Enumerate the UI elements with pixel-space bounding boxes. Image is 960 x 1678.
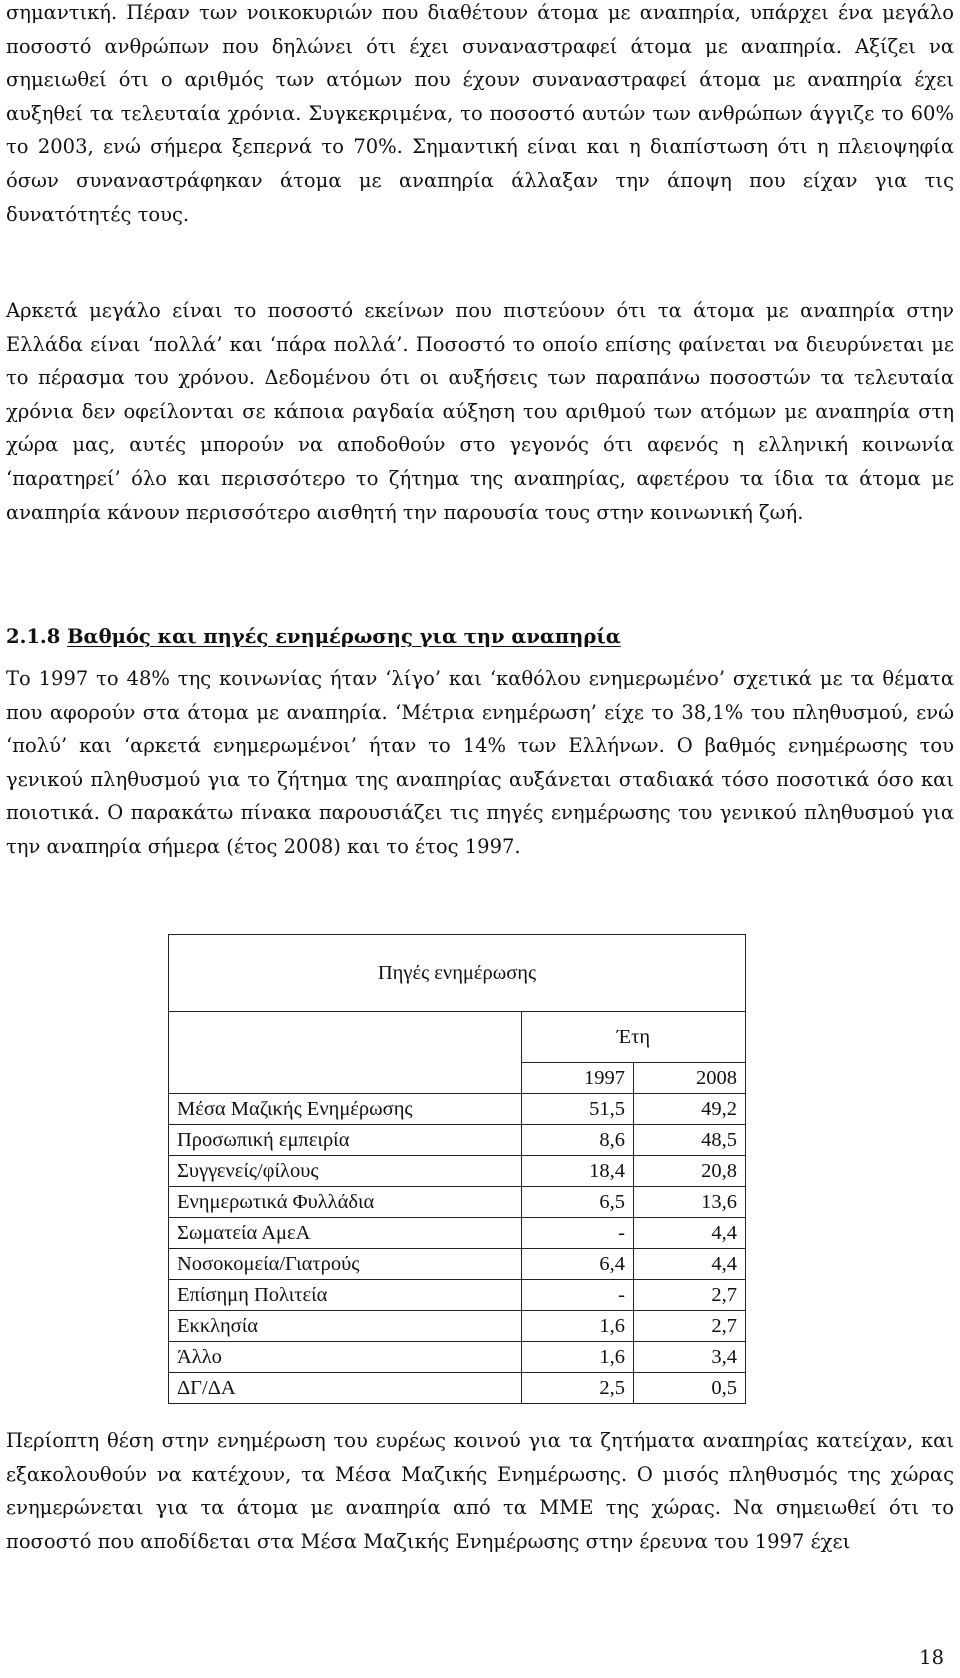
value-1997: 1,6	[522, 1342, 634, 1373]
value-2008: 4,4	[634, 1249, 746, 1280]
value-1997: -	[522, 1218, 634, 1249]
row-label: Συγγενείς/φίλους	[169, 1156, 522, 1187]
value-2008: 4,4	[634, 1218, 746, 1249]
value-1997: 2,5	[522, 1373, 634, 1404]
table-row	[169, 1280, 746, 1311]
table-row	[169, 1218, 746, 1249]
column-header-1997: 1997	[522, 1063, 634, 1094]
table-row	[169, 1156, 746, 1187]
table-row	[169, 1249, 746, 1280]
value-1997: -	[522, 1280, 634, 1311]
value-1997: 18,4	[522, 1156, 634, 1187]
sources-table-wrapper	[168, 934, 746, 1404]
value-2008: 49,2	[634, 1094, 746, 1125]
value-2008: 13,6	[634, 1187, 746, 1218]
table-title: Πηγές ενημέρωσης	[169, 935, 746, 1012]
row-label: Σωματεία ΑμεΑ	[169, 1218, 522, 1249]
section-heading	[6, 620, 621, 654]
table-row	[169, 1187, 746, 1218]
table-years-label-row	[169, 1012, 746, 1063]
table-row	[169, 1125, 746, 1156]
paragraph-media: Περίοπτη θέση στην ενημέρωση του ευρέως κοινού για τα ζητήματα αναπηρίας κατείχαν, και εξακολουθούν να κατέχουν, τα Μέσα Μαζικής Ενημέρωσης. Ο μισός πληθυσμός της χώρας ενημερώνεται για τα άτομα με αναπηρία από τα ΜΜΕ της χώρας. Να σημειωθεί ότι το ποσοστό που αποδίδεται στα Μέσα Μαζικής Ενημέρωσης στην έρευνα του 1997 έχει	[6, 1429, 954, 1553]
row-label: ΔΓ/ΔΑ	[169, 1373, 522, 1404]
section-number: 2.1.8	[6, 625, 68, 648]
value-1997: 51,5	[522, 1094, 634, 1125]
row-label: Επίσημη Πολιτεία	[169, 1280, 522, 1311]
row-label: Μέσα Μαζικής Ενημέρωσης	[169, 1094, 522, 1125]
value-2008: 48,5	[634, 1125, 746, 1156]
value-1997: 6,4	[522, 1249, 634, 1280]
table-row	[169, 1342, 746, 1373]
value-1997: 6,5	[522, 1187, 634, 1218]
value-2008: 3,4	[634, 1342, 746, 1373]
column-header-2008: 2008	[634, 1063, 746, 1094]
value-1997: 1,6	[522, 1311, 634, 1342]
value-1997: 8,6	[522, 1125, 634, 1156]
table-corner-cell	[169, 1012, 522, 1063]
table-title-row	[169, 935, 746, 1012]
paragraph-awareness: Το 1997 το 48% της κοινωνίας ήταν ‘λίγο’ και ‘καθόλου ενημερωμένο’ σχετικά με τα θέματα που αφορούν στα άτομα με αναπηρία. ‘Μέτρια ενημέρωση’ είχε το 38,1% του πληθυσμού, ενώ ‘πολύ’ και ‘αρκετά ενημερωμένοι’ ήταν το 14% των Ελλήνων. Ο βαθμός ενημέρωσης του γενικού πληθυσμού για το ζήτημα της αναπηρίας αυξάνεται σταδιακά τόσο ποσοτικά όσο και ποιοτικά. Ο παρακάτω πίνακα παρουσιάζει τις πηγές ενημέρωσης του γενικού πληθυσμού για την αναπηρία σήμερα (έτος 2008) και το έτος 1997.	[6, 667, 954, 858]
table-row	[169, 1094, 746, 1125]
row-label: Εκκλησία	[169, 1311, 522, 1342]
paragraph-social-contact: σημαντική. Πέραν των νοικοκυριών που διαθέτουν άτομα με αναπηρία, υπάρχει ένα μεγάλο ποσοστό ανθρώπων που δηλώνει ότι έχει συναναστραφεί άτομα με αναπηρία. Αξίζει να σημειωθεί ότι ο αριθμός των ατόμων που έχουν συναναστραφεί άτομα με αναπηρία έχει αυξηθεί τα τελευταία χρόνια. Συγκεκριμένα, το ποσοστό αυτών των ανθρώπων άγγιζε το 60% το 2003, ενώ σήμερα ξεπερνά το 70%. Σημαντική είναι και η διαπίστωση ότι η πλειοψηφία όσων συναναστράφηκαν άτομα με αναπηρία άλλαξαν την άποψη που είχαν για τις δυνατότητές τους.	[6, 1, 954, 226]
value-2008: 2,7	[634, 1280, 746, 1311]
table-corner-cell-lower	[169, 1063, 522, 1094]
sources-table	[168, 934, 746, 1404]
row-label: Προσωπική εμπειρία	[169, 1125, 522, 1156]
value-2008: 2,7	[634, 1311, 746, 1342]
years-label: Έτη	[522, 1012, 746, 1063]
row-label: Ενημερωτικά Φυλλάδια	[169, 1187, 522, 1218]
section-title: Βαθμός και πηγές ενημέρωσης για την αναπηρία	[67, 625, 621, 648]
table-row	[169, 1373, 746, 1404]
value-2008: 0,5	[634, 1373, 746, 1404]
value-2008: 20,8	[634, 1156, 746, 1187]
paragraph-perception: Αρκετά μεγάλο είναι το ποσοστό εκείνων που πιστεύουν ότι τα άτομα με αναπηρία στην Ελλάδα είναι ‘πολλά’ και ‘πάρα πολλά’. Ποσοστό το οποίο επίσης φαίνεται να διευρύνεται με το πέρασμα του χρόνου. Δεδομένου ότι οι αυξήσεις των παραπάνω ποσοστών τα τελευταία χρόνια δεν οφείλονται σε κάποια ραγδαία αύξηση του αριθμού των ατόμων με αναπηρία στη χώρα μας, αυτές μπορούν να αποδοθούν στο γεγονός ότι αφενός η ελληνική κοινωνία ‘παρατηρεί’ όλο και περισσότερο το ζήτημα της αναπηρίας, αφετέρου τα ίδια τα άτομα με αναπηρία κάνουν περισσότερο αισθητή την παρουσία τους στην κοινωνική ζωή.	[6, 299, 954, 524]
row-label: Άλλο	[169, 1342, 522, 1373]
table-row	[169, 1311, 746, 1342]
table-header-row	[169, 1063, 746, 1094]
row-label: Νοσοκομεία/Γιατρούς	[169, 1249, 522, 1280]
page-number: 18	[919, 1646, 944, 1669]
